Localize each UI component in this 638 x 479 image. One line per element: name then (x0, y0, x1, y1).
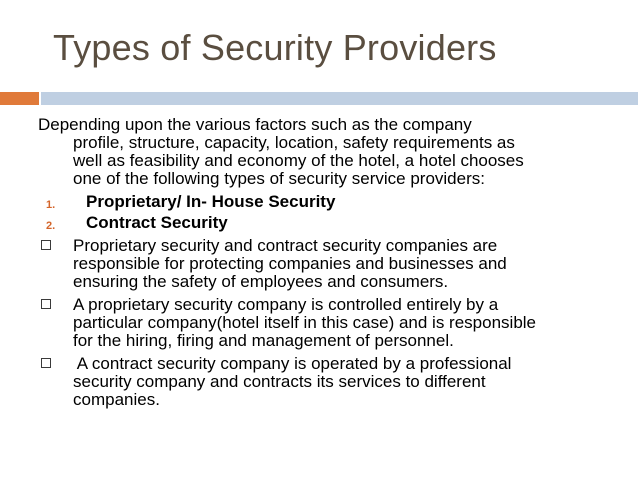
accent-bar-blue (41, 92, 638, 105)
bullet-line: responsible for protecting companies and businesses and (73, 254, 507, 273)
intro-paragraph (38, 116, 598, 188)
bullet-line: companies. (73, 390, 160, 409)
bullet-line: particular company(hotel itself in this case) and is responsible (73, 313, 537, 332)
list-number: 1. (46, 199, 56, 211)
bullet-line: A proprietary security company is controlled entirely by a (73, 295, 499, 314)
list-item-text: Proprietary/ In- House Security (86, 192, 336, 211)
intro-line: Depending upon the various factors such as the company (38, 115, 472, 134)
checkbox-square-icon (41, 358, 51, 368)
checkbox-square-icon (41, 240, 51, 250)
list-number: 2. (46, 220, 56, 232)
intro-line: well as feasibility and economy of the hotel, a hotel chooses (73, 151, 524, 170)
bullet-item-1 (38, 237, 598, 291)
bullet-line: ensuring the safety of employees and consumers. (73, 272, 449, 291)
bullet-line: A contract security company is operated by a professional (73, 354, 512, 373)
list-item-text: Contract Security (86, 213, 228, 232)
intro-line: one of the following types of security service providers: (73, 169, 485, 188)
numbered-item-1 (38, 193, 598, 211)
numbered-item-2 (38, 214, 598, 232)
checkbox-square-icon (41, 299, 51, 309)
intro-line: profile, structure, capacity, location, safety requirements as (73, 133, 515, 152)
slide-body (38, 116, 598, 414)
slide-title: Types of Security Providers (53, 27, 497, 68)
accent-bar-orange (0, 92, 39, 105)
bullet-item-2 (38, 296, 598, 350)
bullet-line: for the hiring, firing and management of personnel. (73, 331, 454, 350)
bullet-line: Proprietary security and contract security companies are (73, 236, 498, 255)
bullet-line: security company and contracts its services to different (73, 372, 486, 391)
bullet-item-3 (38, 355, 598, 409)
